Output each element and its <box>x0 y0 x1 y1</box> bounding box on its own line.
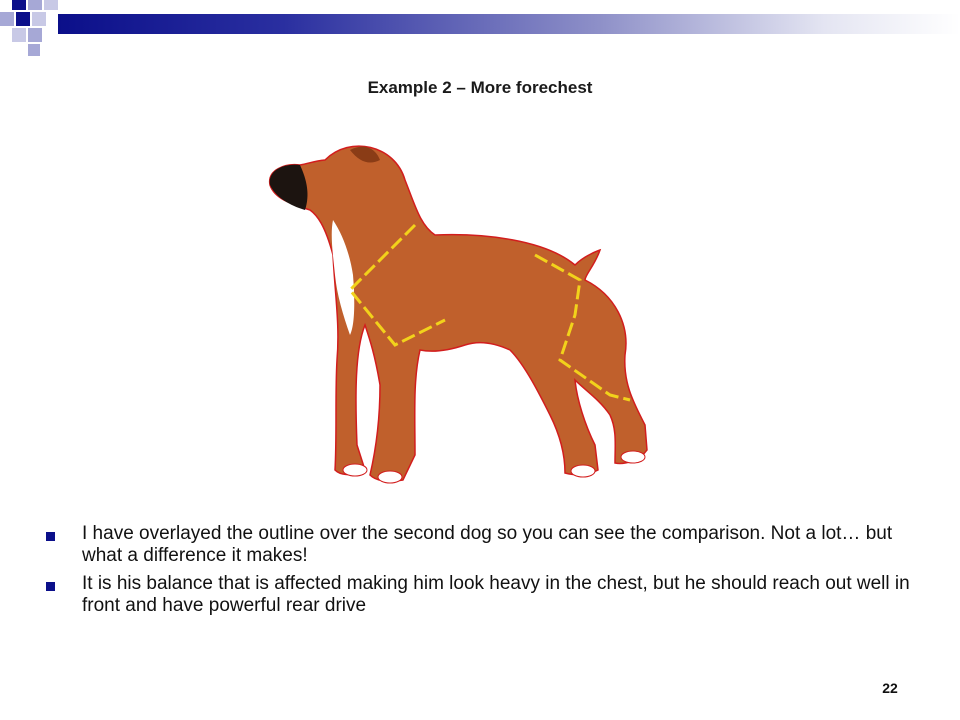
boxer-dog-illustration <box>255 125 675 505</box>
dog-paw <box>571 465 595 477</box>
boxer-dog-icon <box>255 125 675 505</box>
corner-square <box>0 12 14 26</box>
dog-paw <box>621 451 645 463</box>
header-gradient-bar <box>58 14 960 34</box>
bullet-text: It is his balance that is affected making him look heavy in the chest, but he should reach out well in front and have powerful rear drive <box>82 573 910 616</box>
corner-square <box>32 12 46 26</box>
corner-square <box>16 12 30 26</box>
dog-paw <box>378 471 402 483</box>
list-item <box>46 573 926 617</box>
corner-square <box>44 0 58 10</box>
dog-body <box>270 146 647 481</box>
corner-square <box>12 28 26 42</box>
list-item <box>46 523 926 567</box>
page-number: 22 <box>882 680 898 696</box>
dog-paw <box>343 464 367 476</box>
bullet-square-icon <box>46 532 55 541</box>
bullet-text: I have overlayed the outline over the second dog so you can see the comparison. Not a lot… but what a difference it makes! <box>82 523 893 566</box>
corner-square <box>28 0 42 10</box>
corner-square <box>12 0 26 10</box>
dog-muzzle <box>270 165 308 210</box>
slide-title: Example 2 – More forechest <box>367 78 593 97</box>
bullet-list <box>46 523 926 623</box>
corner-square <box>28 44 40 56</box>
corner-square <box>28 28 42 42</box>
bullet-square-icon <box>46 582 55 591</box>
